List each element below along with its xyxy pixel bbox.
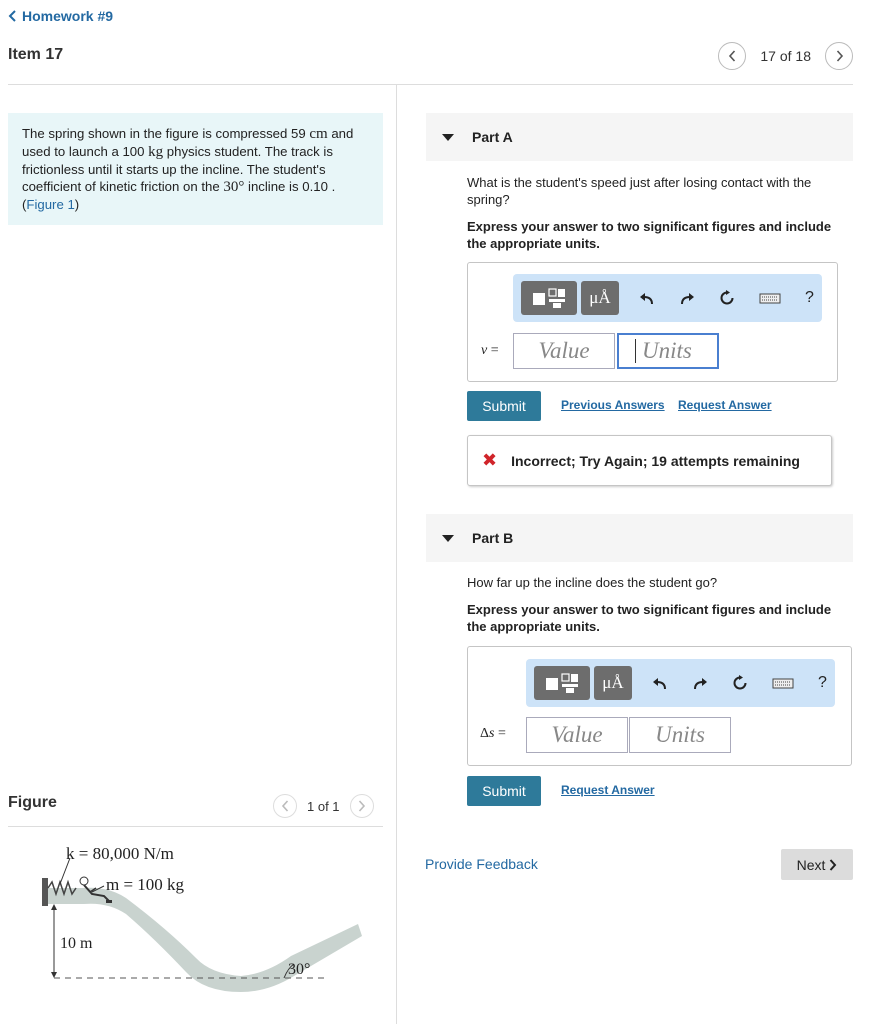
collapse-triangle-icon (442, 134, 454, 141)
reset-button[interactable] (719, 290, 735, 306)
keyboard-icon (772, 675, 794, 691)
figure-title: Figure (8, 794, 57, 811)
part-a-units-input[interactable]: Units (617, 333, 719, 369)
part-b-answer-box (467, 646, 852, 766)
back-label: Homework #9 (22, 8, 114, 24)
help-button[interactable]: ? (805, 289, 814, 306)
collapse-triangle-icon (442, 535, 454, 542)
redo-icon (679, 290, 695, 306)
chevron-left-icon (8, 10, 18, 22)
part-a-question: What is the student's speed just after losing contact with the spring? (467, 175, 812, 207)
part-b-value-input[interactable]: Value (526, 717, 628, 753)
undo-icon (652, 675, 668, 691)
problem-unit-cm: cm (309, 126, 328, 142)
problem-text: and used to launch a 100 (22, 126, 354, 159)
redo-button[interactable] (692, 675, 708, 691)
chevron-right-icon (357, 800, 366, 812)
figure-diagram (36, 836, 376, 996)
reset-icon (732, 675, 748, 691)
part-b-units-input[interactable]: Units (629, 717, 731, 753)
part-b-title: Part B (472, 530, 514, 546)
problem-text: The spring shown in the figure is compressed 59 (22, 126, 310, 141)
figure-link-paren: ( (22, 197, 27, 212)
templates-icon (529, 285, 569, 311)
figure-link[interactable]: Figure 1 (26, 197, 75, 212)
previous-item-button[interactable] (718, 42, 746, 70)
chevron-left-icon (281, 800, 290, 812)
part-b-submit-button[interactable]: Submit (467, 776, 541, 806)
feedback-text: Incorrect; Try Again; 19 attempts remaining (511, 452, 800, 469)
header-divider (8, 84, 853, 85)
part-a-title: Part A (472, 129, 513, 145)
column-divider (396, 85, 397, 1024)
problem-text: physics student. The track is frictionless until it starts up the incline. The student's coefficient of kinetic friction on the (22, 144, 333, 194)
keyboard-button[interactable] (759, 290, 781, 306)
provide-feedback-link[interactable]: Provide Feedback (425, 856, 538, 872)
item-title: Item 17 (8, 46, 64, 63)
templates-icon (542, 670, 582, 696)
part-b-variable-label (480, 726, 506, 742)
part-a-header[interactable] (426, 113, 853, 161)
undo-button[interactable] (652, 675, 668, 691)
next-button[interactable] (781, 849, 853, 880)
next-figure-button[interactable] (350, 794, 374, 818)
height-label: 10 m (60, 935, 93, 952)
undo-button[interactable] (639, 290, 655, 306)
chevron-right-icon (835, 50, 844, 62)
part-b-question: How far up the incline does the student go? (467, 575, 718, 590)
help-button[interactable]: ? (818, 674, 827, 691)
part-a-variable-label (481, 343, 499, 359)
problem-text: incline is 0.10 . (244, 179, 336, 194)
previous-answers-link[interactable]: Previous Answers (561, 398, 665, 412)
problem-unit-kg: kg (148, 144, 164, 160)
part-a-feedback (467, 435, 832, 486)
variable-s: s (489, 726, 495, 741)
part-a-value-input[interactable]: Value (513, 333, 615, 369)
units-button[interactable]: μÅ (594, 666, 632, 700)
reset-button[interactable] (732, 675, 748, 691)
part-b-header[interactable] (426, 514, 853, 562)
template-button[interactable] (534, 666, 590, 700)
part-a-request-answer-link[interactable]: Request Answer (678, 398, 772, 412)
spring-wall (42, 878, 48, 906)
template-button[interactable] (521, 281, 577, 315)
back-to-homework-link[interactable] (8, 8, 113, 24)
variable-v: v (481, 343, 488, 358)
figure-link-paren: ) (74, 197, 80, 212)
mass-label: m = 100 kg (106, 875, 185, 894)
item-pager-text: 17 of 18 (760, 48, 811, 64)
part-b-instruction: Express your answer to two significant figures and include the appropriate units. (467, 602, 832, 634)
equals-sign: = (487, 343, 499, 358)
chevron-left-icon (728, 50, 737, 62)
reset-icon (719, 290, 735, 306)
part-b-toolbar (526, 659, 835, 707)
redo-button[interactable] (679, 290, 695, 306)
chevron-right-icon (829, 859, 837, 871)
next-label: Next (796, 856, 826, 873)
item-pager (718, 42, 853, 70)
incorrect-x-icon: ✖ (482, 450, 498, 470)
part-a-submit-button[interactable]: Submit (467, 391, 541, 421)
angle-label: 30° (288, 961, 311, 978)
delta-symbol: Δ (480, 726, 490, 741)
redo-icon (692, 675, 708, 691)
part-b-request-answer-link[interactable]: Request Answer (561, 783, 655, 797)
part-a-toolbar (513, 274, 822, 322)
next-item-button[interactable] (825, 42, 853, 70)
spring-constant-label: k = 80,000 N/m (66, 844, 174, 863)
undo-icon (639, 290, 655, 306)
previous-figure-button[interactable] (273, 794, 297, 818)
problem-angle: 30° (223, 179, 245, 195)
part-a-instruction: Express your answer to two significant figures and include the appropriate units. (467, 219, 832, 251)
figure-pager (273, 794, 374, 818)
problem-statement (8, 113, 383, 225)
keyboard-icon (759, 290, 781, 306)
units-button[interactable]: μÅ (581, 281, 619, 315)
part-a-answer-box (467, 262, 838, 382)
equals-sign: = (494, 726, 506, 741)
figure-pager-text: 1 of 1 (307, 798, 340, 814)
keyboard-button[interactable] (772, 675, 794, 691)
figure-divider (8, 826, 383, 827)
